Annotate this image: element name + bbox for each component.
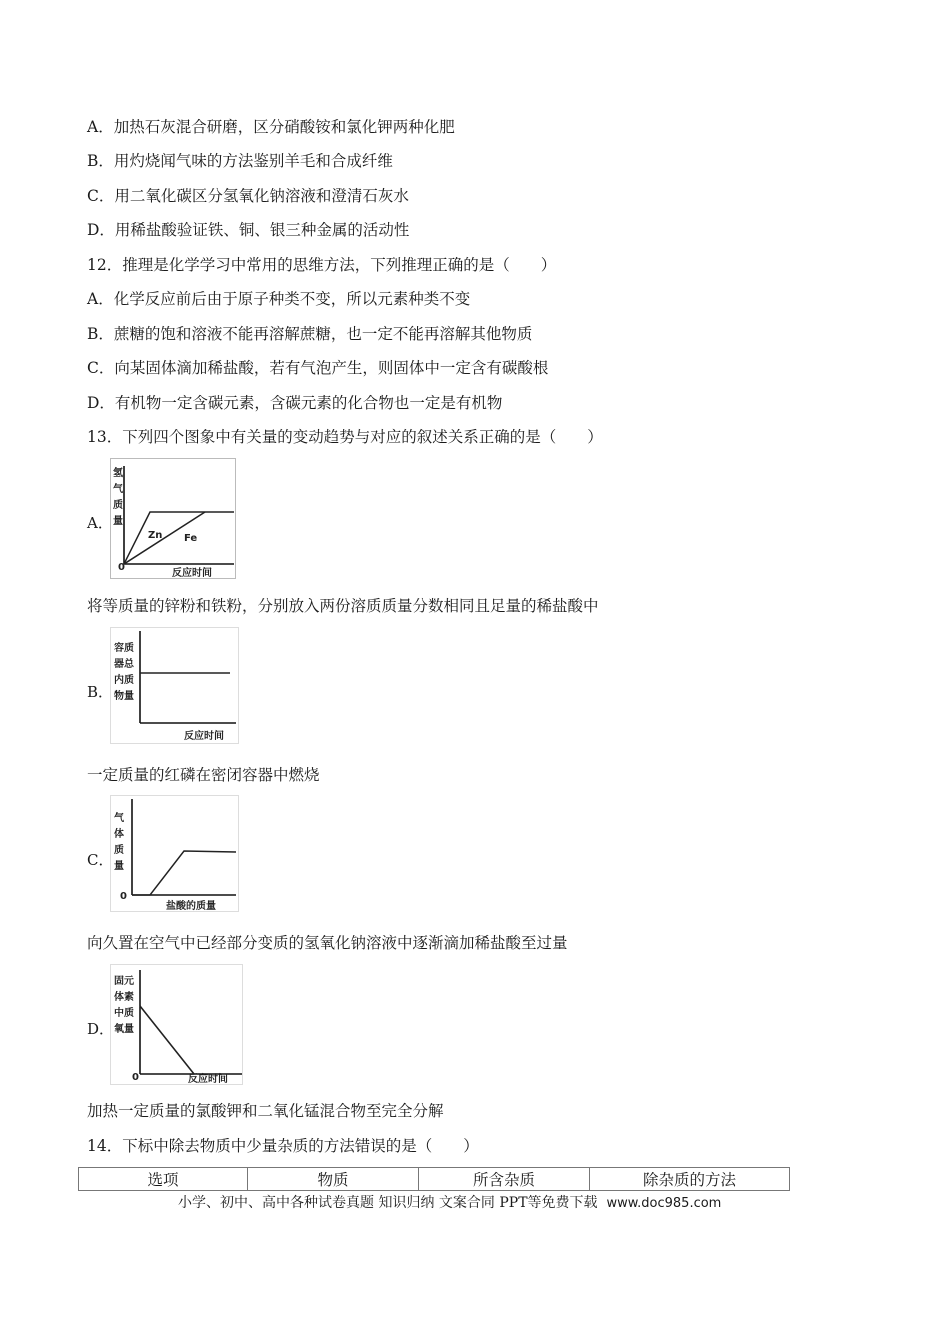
q14-stem: 14．下标中除去物质中少量杂质的方法错误的是（ ）: [87, 1137, 479, 1155]
x-label: 反应时间: [184, 731, 224, 742]
y-label-4: 氧量: [114, 1024, 134, 1035]
q13-option-c-desc: 向久置在空气中已经部分变质的氢氧化钠溶液中逐渐滴加稀盐酸至过量: [87, 934, 568, 952]
footer-text: 小学、初中、高中各种试卷真题 知识归纳 文案合同 PPT等免费下载: [178, 1195, 598, 1211]
table-header-impurity: 所含杂质: [419, 1168, 590, 1191]
y-label-4: 量: [114, 861, 124, 872]
table-header-method: 除杂质的方法: [590, 1168, 790, 1191]
y-label-1: 固元: [114, 976, 134, 987]
q13-option-b-desc: 一定质量的红磷在密闭容器中燃烧: [87, 766, 320, 784]
y-label-1: 容质: [114, 643, 134, 654]
q13-graph-d: [110, 964, 244, 1086]
q11-option-c: C．用二氧化碳区分氢氧化钠溶液和澄清石灰水: [87, 187, 409, 205]
q13-option-c-label: C．: [87, 851, 114, 869]
gas-line: [132, 851, 236, 895]
q13-option-a-desc: 将等质量的锌粉和铁粉，分别放入两份溶质质量分数相同且足量的稀盐酸中: [87, 597, 599, 615]
origin-label: 0: [132, 1072, 139, 1083]
footer-url[interactable]: www.doc985.com: [606, 1196, 722, 1211]
q13-graph-c: [110, 795, 240, 913]
q12-option-c: C．向某固体滴加稀盐酸，若有气泡产生，则固体中一定含有碳酸根: [87, 359, 549, 377]
q11-option-d: D．用稀盐酸验证铁、铜、银三种金属的活动性: [87, 221, 410, 239]
page-footer: [178, 1192, 721, 1212]
y-label-1: 氢: [113, 468, 123, 479]
series-label-zn: Zn: [148, 530, 163, 541]
q12-stem: 12．推理是化学学习中常用的思维方法，下列推理正确的是（ ）: [87, 256, 557, 274]
q11-option-b: B．用灼烧闻气味的方法鉴别羊毛和合成纤维: [87, 152, 393, 170]
y-label-4: 物量: [114, 691, 134, 702]
series-label-fe: Fe: [184, 533, 198, 544]
zn-line: [124, 512, 234, 564]
q13-option-a-label: A．: [87, 514, 113, 532]
y-label-2: 器总: [114, 659, 134, 670]
table-header-substance: 物质: [248, 1168, 419, 1191]
q11-option-a: A．加热石灰混合研磨，区分硝酸铵和氯化钾两种化肥: [87, 118, 455, 136]
q13-option-d-label: D．: [87, 1020, 115, 1038]
y-label-2: 体素: [114, 992, 134, 1003]
x-label: 反应时间: [172, 568, 212, 579]
x-label: 盐酸的质量: [166, 901, 216, 912]
q13-graph-a: [110, 458, 238, 580]
q13-option-b-label: B．: [87, 683, 114, 701]
q12-option-b: B．蔗糖的饱和溶液不能再溶解蔗糖，也一定不能再溶解其他物质: [87, 325, 533, 343]
y-label-1: 气: [114, 813, 124, 824]
y-label-3: 质: [113, 500, 123, 511]
table-header-row: [79, 1168, 790, 1191]
y-label-3: 质: [114, 845, 124, 856]
q13-graph-b: [110, 627, 240, 745]
y-label-3: 中质: [114, 1008, 134, 1019]
q14-table: [78, 1167, 790, 1191]
origin-label: 0: [120, 891, 127, 902]
mass-fraction-line: [140, 1006, 194, 1074]
table-header-option: 选项: [79, 1168, 248, 1191]
q13-stem: 13．下列四个图象中有关量的变动趋势与对应的叙述关系正确的是（ ）: [87, 428, 603, 446]
x-label: 反应时间: [188, 1074, 228, 1085]
y-label-2: 气: [113, 484, 123, 495]
q12-option-d: D．有机物一定含碳元素，含碳元素的化合物也一定是有机物: [87, 394, 503, 412]
origin-label: 0: [118, 562, 125, 573]
q12-option-a: A．化学反应前后由于原子种类不变，所以元素种类不变: [87, 290, 471, 308]
q13-option-d-desc: 加热一定质量的氯酸钾和二氧化锰混合物至完全分解: [87, 1102, 444, 1120]
y-label-4: 量: [113, 516, 123, 527]
y-label-3: 内质: [114, 675, 134, 686]
y-label-2: 体: [114, 829, 124, 840]
